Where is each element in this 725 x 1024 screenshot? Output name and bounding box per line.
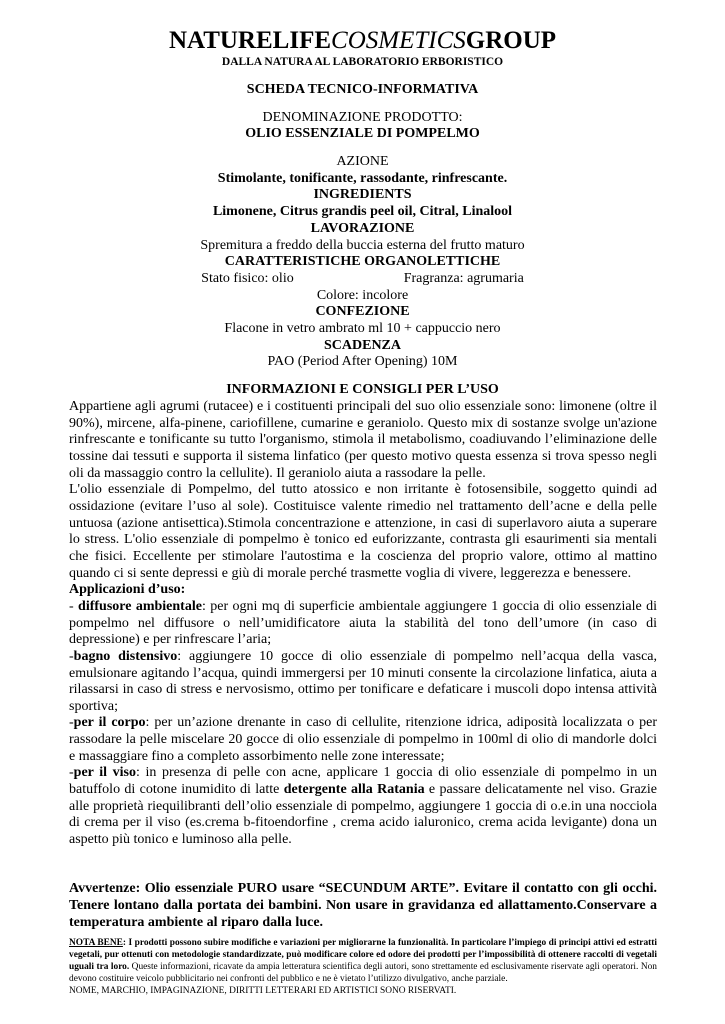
stato-fisico: Stato fisico: olio	[201, 271, 294, 286]
product-name: OLIO ESSENZIALE DI POMPELMO	[245, 126, 480, 141]
application-viso-label: per il viso	[73, 765, 136, 781]
application-corpo	[69, 715, 657, 765]
info-paragraph-1: Appartiene agli agrumi (rutacee) e i costituenti principali del suo olio essenziale sono: limonene (oltre il 90%), mircene, alfa-pinene, cariofillene, cumarine e geraniolo. Questo mix di sostanze svolge un'azione rinfrescante e tonificante su tutto l'organismo, stimola il metabolismo, coadiuvando l’eliminazione delle tossine dai tessuti e supporta il sistema linfatico (per questo motivo questa essenza si trova spesso negli oli da massaggio contro la cellulite). Il geraniolo aiuta a rassodare la pelle.	[69, 399, 657, 481]
scadenza-label: SCADENZA	[323, 338, 401, 353]
application-viso-text-2: e passare delicatamente nel viso. Grazie alle proprietà riequilibranti dell’olio essenziale di pompelmo, aggiungere 1 goccia di o.e.in una nocciola di crema per il viso (es.crema b-fitoendorfine , crema acido ialuronico, crema acida levigante) dona un aspetto più tonico e luminoso alla pelle.	[69, 782, 657, 848]
brand-part-cosmetics: COSMETICS	[331, 27, 466, 54]
warning-text: Avvertenze: Olio essenziale PURO usare “SECUNDUM ARTE”. Evitare il contatto con gli occhi. Tenere lontano dalla portata dei bambini. Non usare in gravidanza ed allattamento.Conservare a temperatura ambiente al riparo dalla luce.	[69, 881, 657, 930]
application-diffusore-label: diffusore ambientale	[78, 598, 202, 614]
brand-part-nature: NATURELIFE	[168, 27, 332, 54]
application-viso-text-1: : in presenza di pelle con acne, applicare 1 goccia di olio essenziale di pompelmo in un batuffolo di cotone inumidito di latte	[69, 765, 658, 798]
nota-bene-label: NOTA BENE	[69, 938, 123, 948]
application-diffusore	[69, 599, 657, 649]
product-label: DENOMINAZIONE PRODOTTO:	[262, 110, 463, 125]
application-bagno-text: : aggiungere 10 gocce di olio essenziale di pompelmo nell’acqua della vasca, emulsionare agitando l’acqua, quindi immergersi per 10 minuti consente la circolazione linfatica, aiuta a rilassarsi in caso di stress e nervosismo, ottimo per tonificare e defaticare i muscoli dopo intensa attività sportiva;	[69, 648, 657, 714]
bullet-prefix: -	[69, 715, 74, 731]
document-type: SCHEDA TECNICO-INFORMATIVA	[246, 82, 479, 97]
confezione-value: Flacone in vetro ambrato ml 10 + cappuccio nero	[224, 321, 501, 336]
nota-bene-bold-text: : I prodotti possono subire modifiche e variazioni per migliorarne la funzionalità. In particolare l’impiego di principi attivi ed estratti vegetali, pur ottenuti con metodologie standardizzate, può modificare colore ed odore dei prodotti per l’impossibilità di ottenere raccolti di vegetali uguali tra loro.	[69, 938, 657, 972]
organolettiche-row	[0, 271, 725, 288]
applications-title: Applicazioni d’uso:	[69, 582, 186, 598]
application-viso-product: detergente alla Ratania	[283, 782, 425, 798]
application-corpo-text: : per un’azione drenante in caso di cellulite, ritenzione idrica, adiposità localizzata o per rassodare la pelle miscelare 20 gocce di olio essenziale di pompelmo in 100ml di olio di mandorle dolci e massaggiare fino a completo assorbimento nelle zone interessate;	[69, 715, 657, 764]
brand-tagline: DALLA NATURA AL LABORATORIO ERBORISTICO	[221, 56, 504, 68]
nota-bene-text: Queste informazioni, ricavate da ampia letteratura scientifica degli autori, sono strettamente ed esclusivamente riservate agli operatori. Non devono costituire veicolo pubblicitario nei confronti del pubblico e ne è vietato l’utilizzo divulgativo, anche parziale.	[69, 962, 657, 984]
application-diffusore-text: : per ogni mq di superficie ambientale aggiungere 1 goccia di olio essenziale di pompelmo nel diffusore o nell’umidificatore aiuta la stabilità del tono dell’umore (in caso di depressione) e per rinfrescare l’aria;	[69, 598, 657, 648]
application-bagno-label: bagno distensivo	[73, 648, 178, 664]
lavorazione-label: LAVORAZIONE	[310, 221, 415, 236]
brand-part-group: GROUP	[465, 27, 557, 54]
organolettiche-label: CARATTERISTICHE ORGANOLETTICHE	[224, 254, 501, 269]
scadenza-value: PAO (Period After Opening) 10M	[267, 354, 458, 369]
application-corpo-label: per il corpo	[73, 715, 146, 731]
nota-bene	[69, 937, 657, 997]
azione-label: AZIONE	[336, 154, 389, 169]
colore: Colore: incolore	[316, 288, 409, 303]
bullet-prefix: -	[69, 648, 74, 664]
info-paragraph-2: L'olio essenziale di Pompelmo, del tutto atossico e non irritante è fotosensibile, soggetto quindi ad ossidazione (evitare l’uso al sole). Costituisce valente rimedio nel trattamento dell’acne e della pelle untuosa (azione antisettica).Stimola concentrazione e attenzione, in casi di superlavoro aiuta a superare lo stress. L'olio essenziale di pompelmo è tonico ed euforizzante, contrasta gli esaurimenti sia mentali che fisici. Eccellente per stimolare l'autostima e la coscienza del proprio valore, ottimo al mattino quando ci si sente depressi e giù di morale perché trasmette voglia di vivere, leggerezza e benessere.	[69, 482, 657, 581]
brand-title	[0, 26, 725, 56]
bullet-prefix: -	[69, 598, 79, 614]
bullet-prefix: -	[69, 765, 74, 781]
info-body	[69, 399, 657, 849]
confezione-label: CONFEZIONE	[315, 304, 410, 319]
application-bagno	[69, 649, 657, 716]
application-viso	[69, 765, 657, 848]
rights-reserved: NOME, MARCHIO, IMPAGINAZIONE, DIRITTI LETTERARI ED ARTISTICI SONO RISERVATI.	[69, 986, 457, 996]
azione-value: Stimolante, tonificante, rassodante, rinfrescante.	[217, 171, 508, 186]
fragranza: Fragranza: agrumaria	[403, 271, 524, 286]
lavorazione-value: Spremitura a freddo della buccia esterna del frutto maturo	[200, 238, 525, 253]
ingredients-value: Limonene, Citrus grandis peel oil, Citral, Linalool	[212, 204, 513, 219]
info-title: INFORMAZIONI E CONSIGLI PER L’USO	[226, 382, 499, 397]
ingredients-label: INGREDIENTS	[313, 187, 412, 202]
